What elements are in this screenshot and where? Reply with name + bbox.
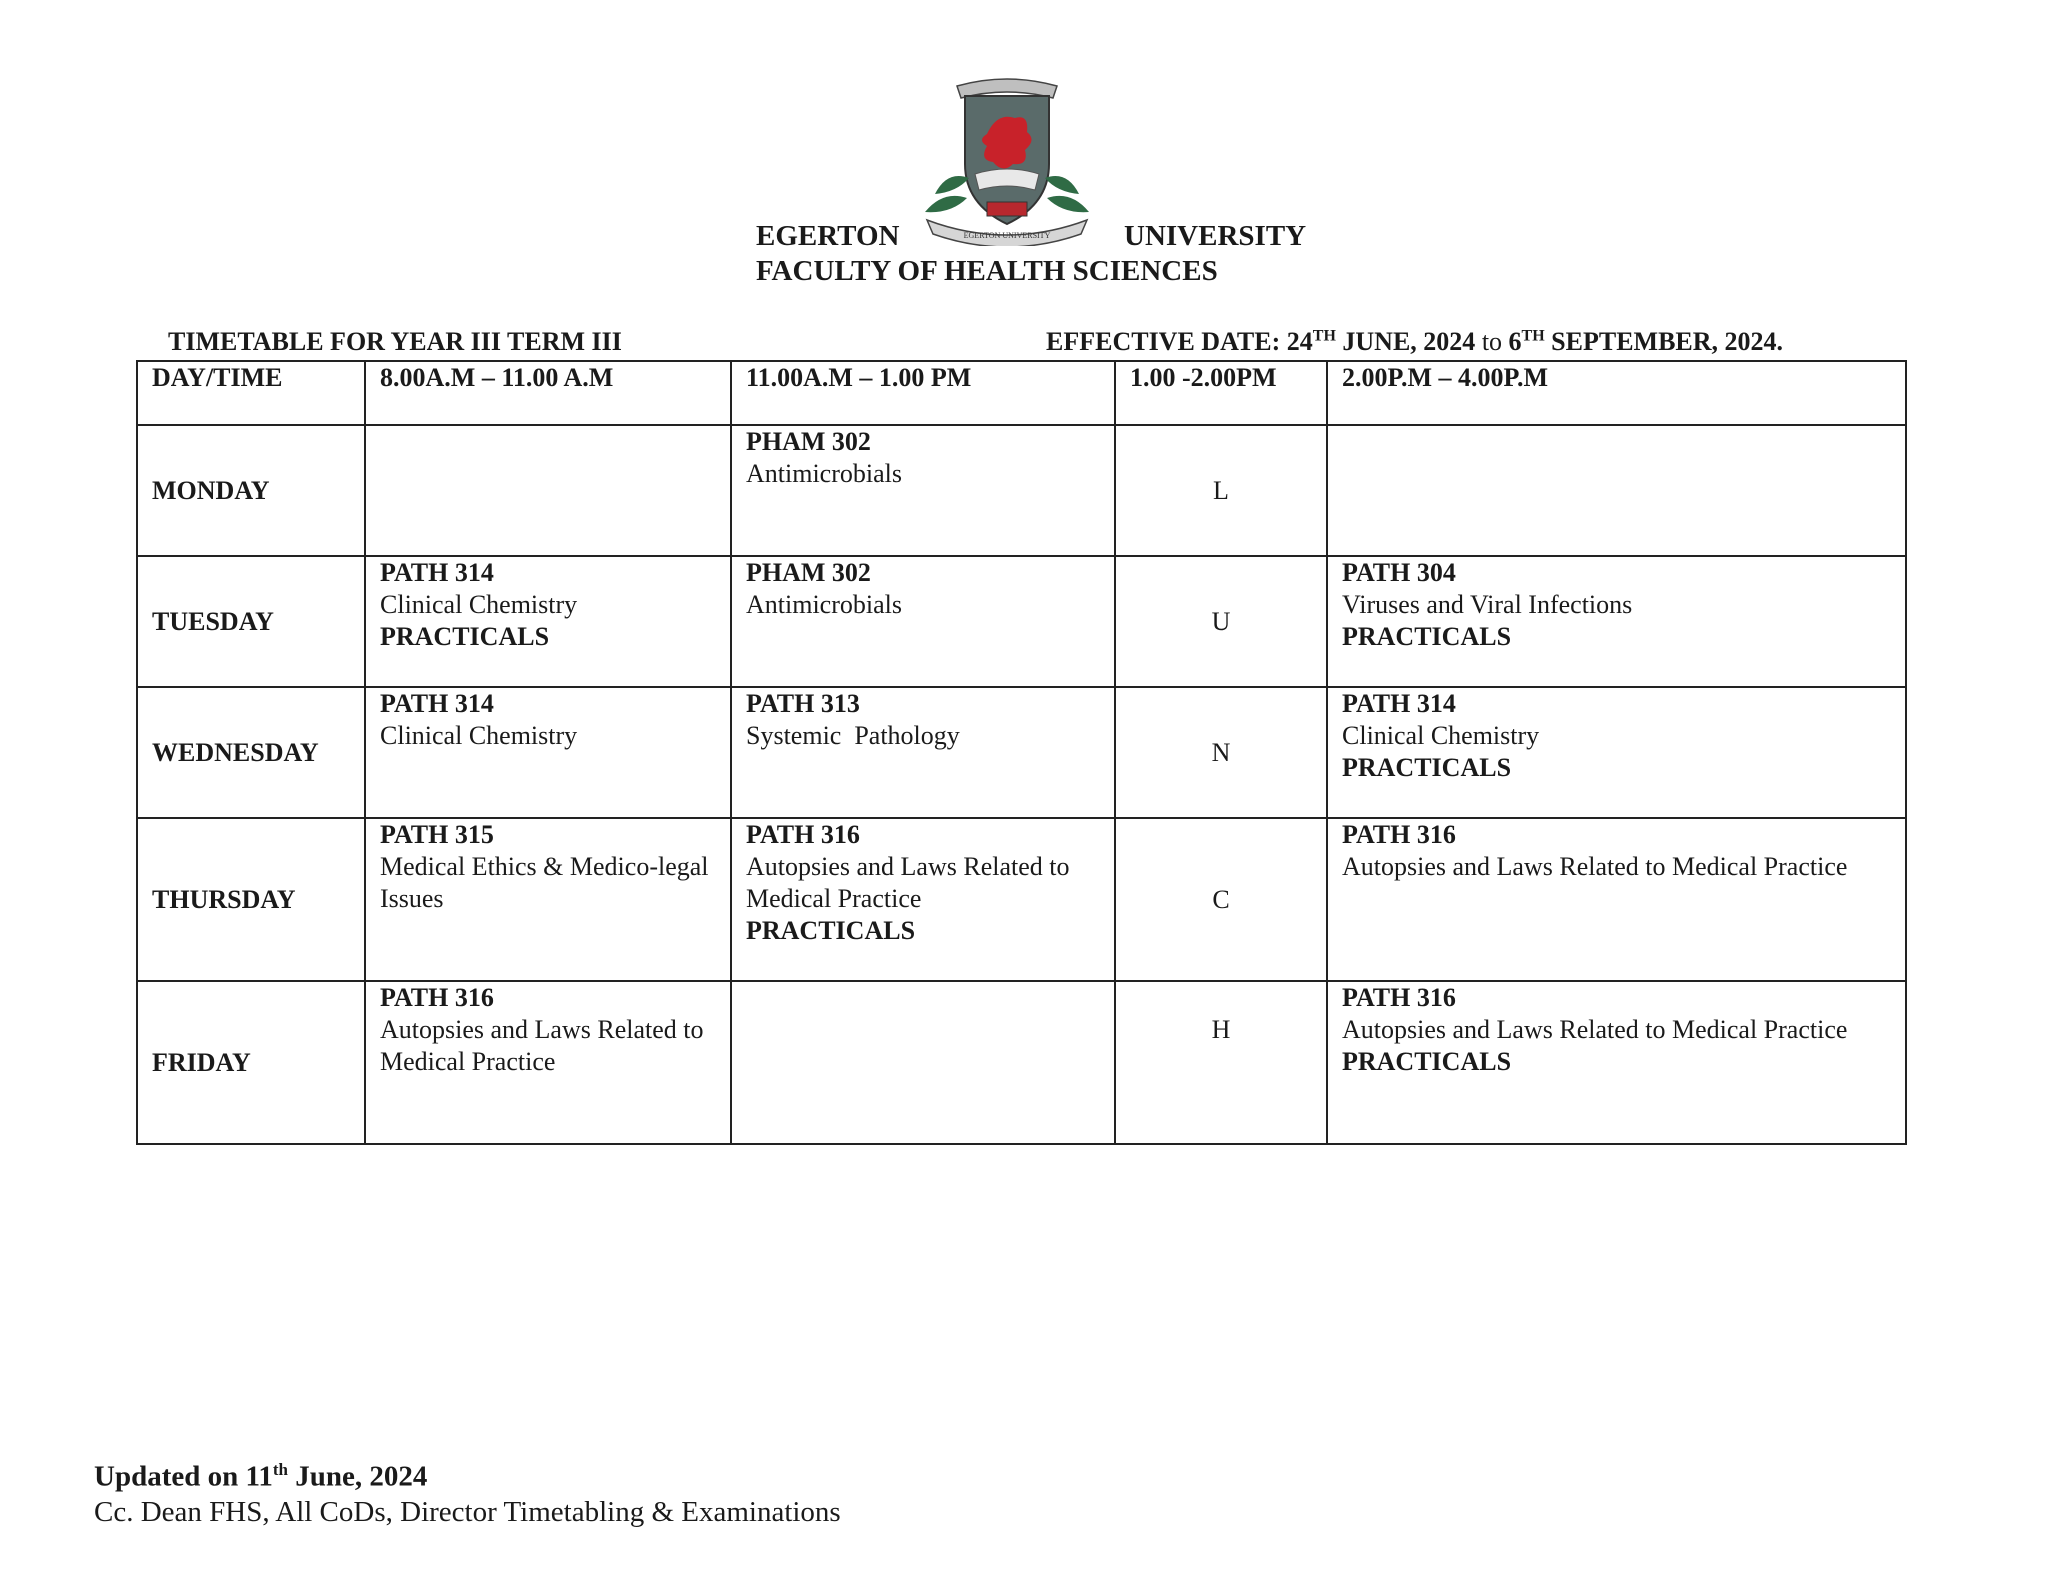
cc-line: Cc. Dean FHS, All CoDs, Director Timetabling & Examinations bbox=[94, 1496, 841, 1528]
faculty-name: FACULTY OF HEALTH SCIENCES bbox=[756, 255, 1218, 287]
column-header: 11.00A.M – 1.00 PM bbox=[731, 361, 1115, 425]
lunch-cell: H bbox=[1115, 981, 1327, 1144]
table-row bbox=[137, 818, 1906, 981]
lunch-cell: L bbox=[1115, 425, 1327, 556]
university-name-left: EGERTON bbox=[756, 220, 900, 252]
day-cell: WEDNESDAY bbox=[137, 687, 365, 818]
lunch-cell: C bbox=[1115, 818, 1327, 981]
slot-cell bbox=[1327, 425, 1906, 556]
lunch-cell: N bbox=[1115, 687, 1327, 818]
column-header: DAY/TIME bbox=[137, 361, 365, 425]
slot-cell: PATH 316 Autopsies and Laws Related to Medical Practice PRACTICALS bbox=[731, 818, 1115, 981]
svg-text:EGERTON UNIVERSITY: EGERTON UNIVERSITY bbox=[963, 231, 1051, 240]
day-cell: FRIDAY bbox=[137, 981, 365, 1144]
timetable-grid bbox=[136, 360, 1907, 1145]
slot-cell bbox=[731, 981, 1115, 1144]
lunch-cell: U bbox=[1115, 556, 1327, 687]
table-header-row bbox=[137, 361, 1906, 425]
column-header: 8.00A.M – 11.00 A.M bbox=[365, 361, 731, 425]
day-cell: MONDAY bbox=[137, 425, 365, 556]
slot-cell: PATH 316 Autopsies and Laws Related to Medical Practice PRACTICALS bbox=[1327, 981, 1906, 1144]
slot-cell: PHAM 302 Antimicrobials bbox=[731, 556, 1115, 687]
table-row bbox=[137, 981, 1906, 1144]
slot-cell: PATH 313 Systemic Pathology bbox=[731, 687, 1115, 818]
day-cell: THURSDAY bbox=[137, 818, 365, 981]
column-header: 2.00P.M – 4.00P.M bbox=[1327, 361, 1906, 425]
slot-cell bbox=[365, 425, 731, 556]
slot-cell: PATH 316 Autopsies and Laws Related to Medical Practice bbox=[1327, 818, 1906, 981]
university-name-right: UNIVERSITY bbox=[1124, 220, 1307, 252]
slot-cell: PATH 304 Viruses and Viral Infections PRACTICALS bbox=[1327, 556, 1906, 687]
table-row bbox=[137, 425, 1906, 556]
table-row bbox=[137, 687, 1906, 818]
slot-cell: PATH 315 Medical Ethics & Medico-legal Issues bbox=[365, 818, 731, 981]
column-header: 1.00 -2.00PM bbox=[1115, 361, 1327, 425]
slot-cell: PHAM 302 Antimicrobials bbox=[731, 425, 1115, 556]
slot-cell: PATH 316 Autopsies and Laws Related to Medical Practice bbox=[365, 981, 731, 1144]
updated-note: Updated on 11th June, 2024 bbox=[94, 1460, 428, 1493]
day-cell: TUESDAY bbox=[137, 556, 365, 687]
timetable-title: TIMETABLE FOR YEAR III TERM III bbox=[168, 327, 622, 356]
slot-cell: PATH 314 Clinical Chemistry bbox=[365, 687, 731, 818]
university-crest-icon bbox=[917, 74, 1097, 246]
slot-cell: PATH 314 Clinical Chemistry PRACTICALS bbox=[365, 556, 731, 687]
table-row bbox=[137, 556, 1906, 687]
slot-cell: PATH 314 Clinical Chemistry PRACTICALS bbox=[1327, 687, 1906, 818]
effective-date: EFFECTIVE DATE: 24TH JUNE, 2024 to 6TH SEPTEMBER, 2024. bbox=[1046, 327, 1784, 356]
